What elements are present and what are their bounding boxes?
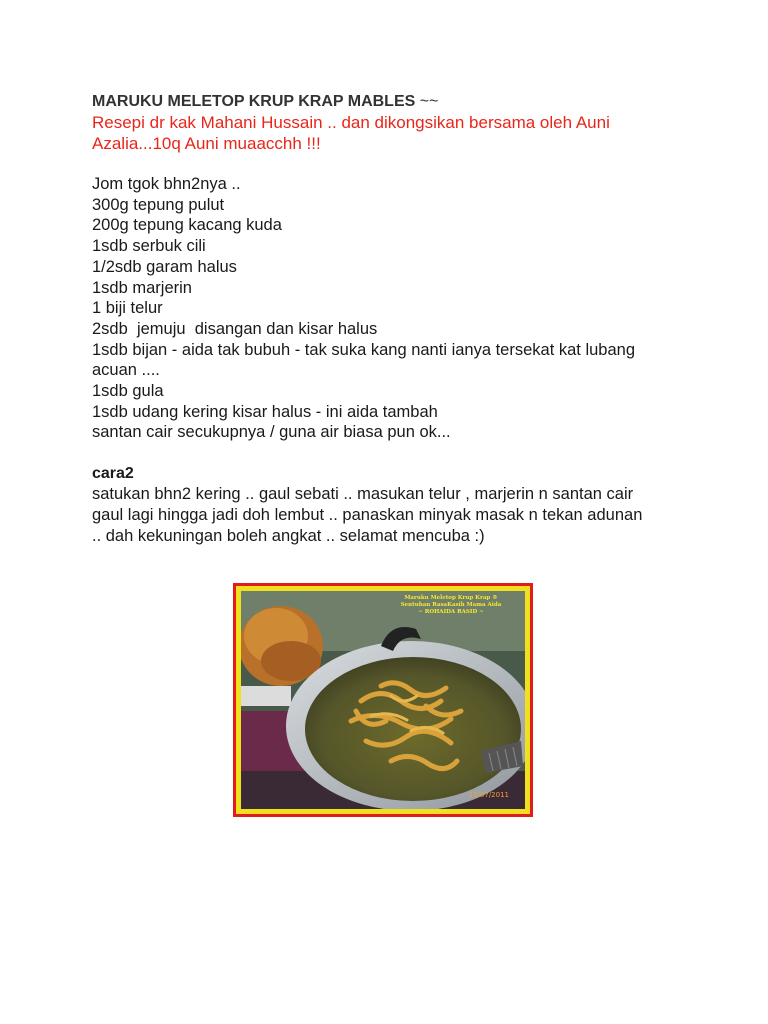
method-line: satukan bhn2 kering .. gaul sebati .. masukan telur , marjerin n santan cair <box>92 485 634 504</box>
recipe-photo <box>233 583 533 817</box>
ingredients-intro: Jom tgok bhn2nya .. <box>92 175 241 193</box>
credit-line: Resepi dr kak Mahani Hussain .. dan dikongsikan bersama oleh Auni <box>92 113 610 132</box>
ingredient-list <box>92 195 692 443</box>
photo-caption: Maruku Meletop Krup Krap ® Sentuhan RasaKasih Mama Aida ~ ROHAIDA RASID ~ <box>400 595 502 615</box>
fried-snack-illustration <box>241 591 525 809</box>
ingredient-item: 300g tepung pulut <box>92 195 225 214</box>
photo-date-stamp: 25/07/2011 <box>468 791 509 799</box>
ingredient-item: santan cair secukupnya / guna air biasa pun ok... <box>92 423 451 442</box>
method-line: .. dah kekuningan boleh angkat .. selamat mencuba :) <box>92 527 485 546</box>
ingredient-item: acuan .... <box>92 361 160 380</box>
recipe-document <box>92 92 692 547</box>
ingredient-item: 200g tepung kacang kuda <box>92 216 282 235</box>
credit-line: Azalia...10q Auni muaacchh !!! <box>92 134 321 153</box>
ingredient-item: 2sdb jemuju disangan dan kisar halus <box>92 319 378 338</box>
ingredient-item: 1sdb serbuk cili <box>92 237 206 256</box>
ingredient-item: 1sdb udang kering kisar halus - ini aida tambah <box>92 402 438 421</box>
method-heading: cara2 <box>92 465 134 483</box>
ingredient-item: 1 biji telur <box>92 299 163 318</box>
ingredient-item: 1/2sdb garam halus <box>92 257 237 276</box>
recipe-title: MARUKU MELETOP KRUP KRAP MABLES ~~ <box>92 93 439 110</box>
ingredient-item: 1sdb gula <box>92 382 164 401</box>
ingredient-item: 1sdb marjerin <box>92 278 192 297</box>
photo-image <box>241 591 525 809</box>
ingredient-item: 1sdb bijan - aida tak bubuh - tak suka kang nanti ianya tersekat kat lubang <box>92 340 636 359</box>
method-line: gaul lagi hingga jadi doh lembut .. panaskan minyak masak n tekan adunan <box>92 506 643 525</box>
